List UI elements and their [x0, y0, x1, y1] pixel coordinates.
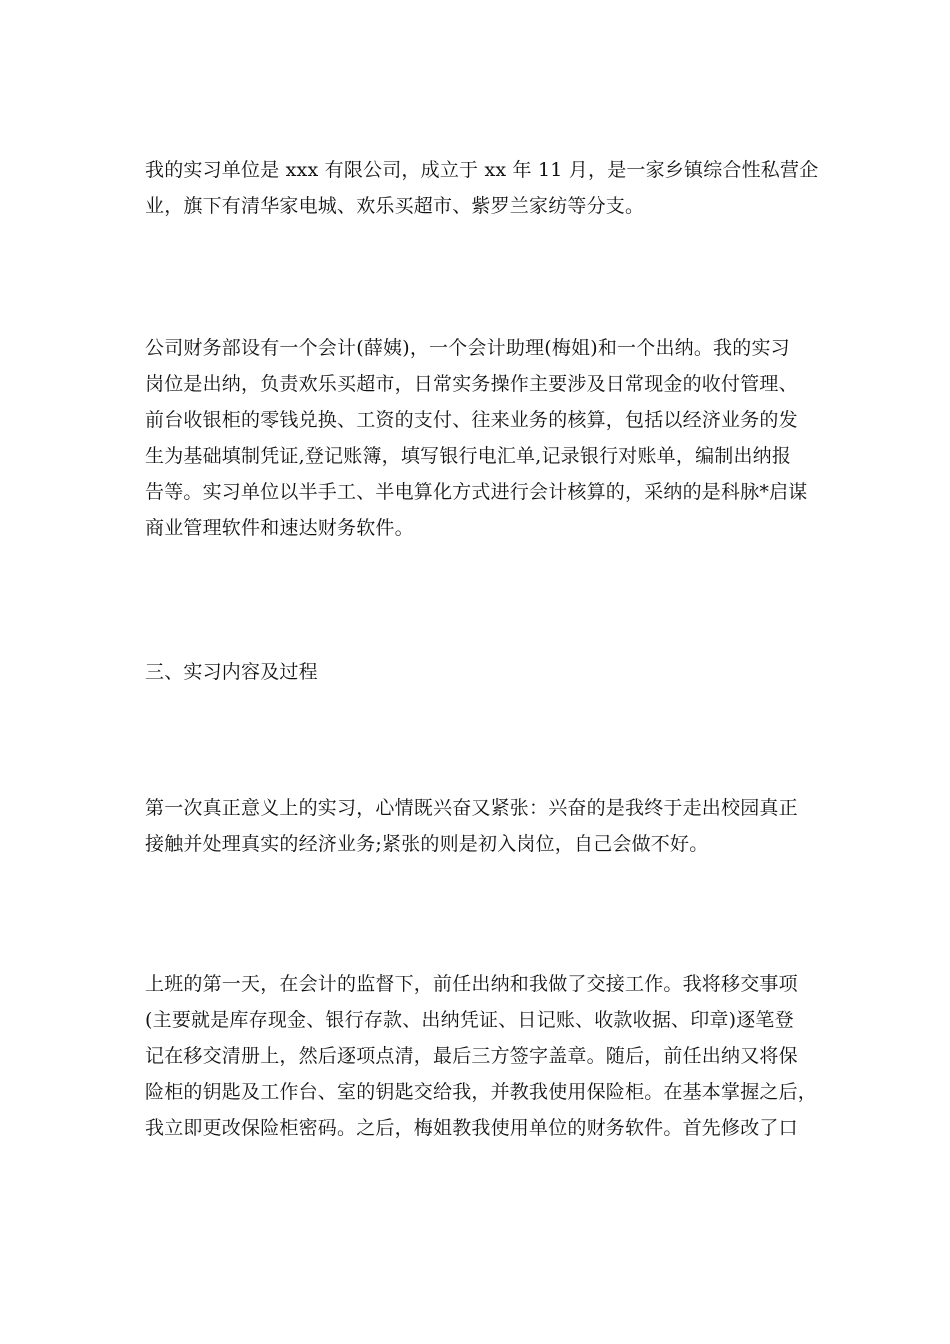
text-line: 前台收银柜的零钱兑换、工资的支付、往来业务的核算，包括以经济业务的发 — [145, 409, 798, 431]
paragraph-first-day — [145, 966, 818, 1146]
heading-text: 三、实习内容及过程 — [145, 661, 318, 683]
text-line: 岗位是出纳，负责欢乐买超市，日常实务操作主要涉及日常现金的收付管理、 — [145, 373, 798, 395]
paragraph-company-intro — [145, 152, 819, 224]
text-line: 生为基础填制凭证,登记账簿，填写银行电汇单,记录银行对账单，编制出纳报 — [145, 445, 792, 467]
text-line: 上班的第一天，在会计的监督下，前任出纳和我做了交接工作。我将移交事项 — [145, 973, 798, 995]
paragraph-finance-department — [145, 330, 808, 546]
text-line: 告等。实习单位以半手工、半电算化方式进行会计核算的，采纳的是科脉*启谋 — [145, 481, 808, 503]
text-line: (主要就是库存现金、银行存款、出纳凭证、日记账、收款收据、印章)逐笔登 — [145, 1009, 794, 1031]
text-line: 险柜的钥匙及工作台、室的钥匙交给我，并教我使用保险柜。在基本掌握之后， — [145, 1081, 818, 1103]
paragraph-first-internship — [145, 790, 805, 862]
text-line: 公司财务部设有一个会计(薛姨)，一个会计助理(梅姐)和一个出纳。我的实习 — [145, 337, 790, 359]
text-line: 业，旗下有清华家电城、欢乐买超市、紫罗兰家纺等分支。 — [145, 195, 645, 217]
text-line: 商业管理软件和速达财务软件。 — [145, 517, 414, 539]
text-line: 记在移交清册上，然后逐项点清，最后三方签字盖章。随后，前任出纳又将保 — [145, 1045, 798, 1067]
text-line: 我立即更改保险柜密码。之后，梅姐教我使用单位的财务软件。首先修改了口 — [145, 1117, 798, 1139]
text-line: 第一次真正意义上的实习，心情既兴奋又紧张：兴奋的是我终于走出校园真正 — [145, 797, 798, 819]
text-line: 我的实习单位是 xxx 有限公司，成立于 xx 年 11 月，是一家乡镇综合性私营企 — [145, 159, 819, 181]
section-heading — [145, 654, 805, 690]
text-line: 接触并处理真实的经济业务;紧张的则是初入岗位，自己会做不好。 — [145, 833, 709, 855]
